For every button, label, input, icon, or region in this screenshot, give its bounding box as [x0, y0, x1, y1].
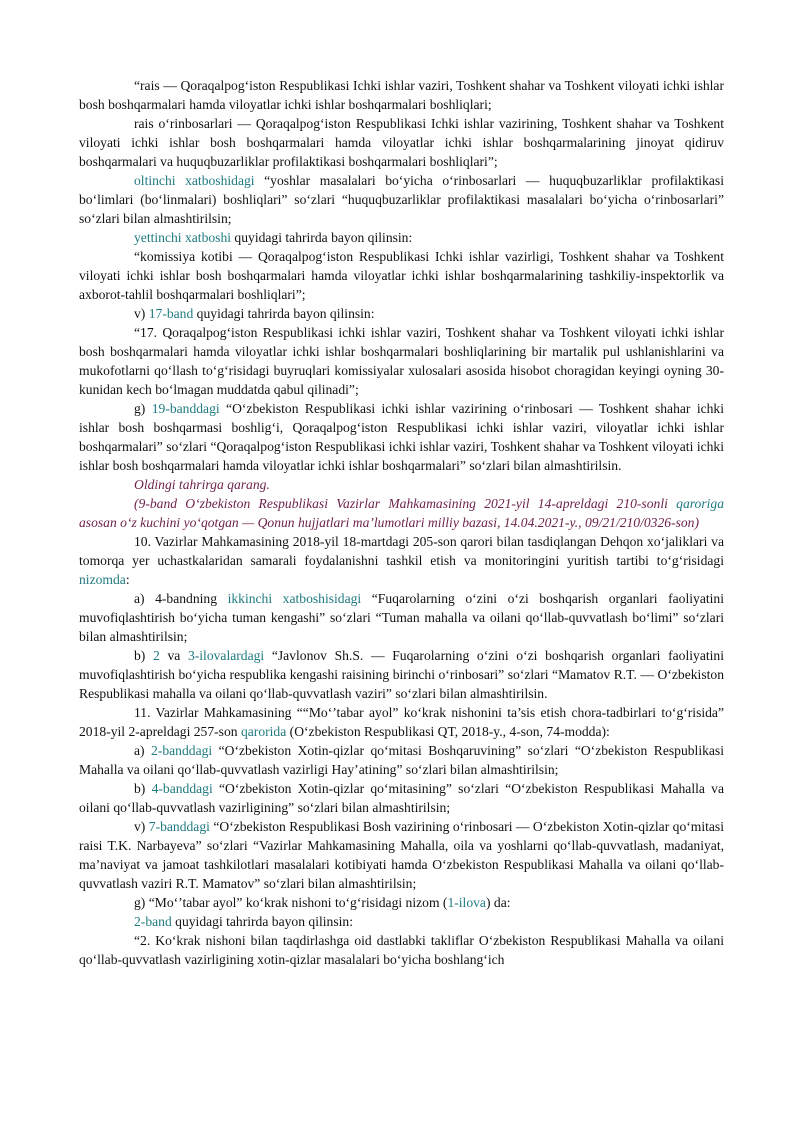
document-link[interactable]: ikkinchi xatboshisidagi	[227, 591, 362, 606]
paragraph-text: “2. Ko‘krak nishoni bilan taqdirlashga oid dastlabki takliflar O‘zbekiston Respublikasi Mahalla va oilani qo‘llab-quvvatlash vazirligining xotin-qizlar masalalari bo‘yicha boshlang‘ich	[79, 933, 724, 967]
paragraph	[79, 779, 724, 817]
paragraph-text: “yoshlar masalalari bo‘yicha o‘rinbosarlari — huquqbuzarliklar profilaktikasi bo‘limlari (bo‘linmalari) boshliqlari” so‘zlari “huquqbuzarliklar profilaktikasi masalalari bo‘yicha o‘rinbosarlari” so‘zlari bilan almashtirilsin;	[79, 173, 724, 226]
document-link[interactable]: 7-banddagi	[148, 819, 210, 834]
paragraph-text: g)	[134, 401, 152, 416]
paragraph	[79, 741, 724, 779]
paragraph-text: v)	[134, 306, 149, 321]
paragraph-text: ) da:	[485, 895, 511, 910]
paragraph-text: a)	[134, 743, 152, 758]
paragraph-text: 11. Vazirlar Mahkamasining ““Mo‘’tabar ayol” ko‘krak nishonini ta’sis etish chora-tadbirlari to‘g‘risida” 2018-yil 2-apreldagi 257-son	[79, 705, 724, 739]
paragraph-text: “rais — Qoraqalpog‘iston Respublikasi Ichki ishlar vaziri, Toshkent shahar va Toshkent viloyati ichki ishlar bosh boshqarmalari hamda viloyatlar ichki ishlar boshqarmalari boshliqlari;	[79, 78, 724, 112]
paragraph	[79, 171, 724, 228]
paragraph	[79, 532, 724, 589]
paragraph-text: g) “Mo‘’tabar ayol” ko‘krak nishoni to‘g‘risidagi nizom (	[134, 895, 448, 910]
paragraph	[79, 646, 724, 703]
paragraph-text: :	[125, 572, 130, 587]
paragraph	[79, 114, 724, 171]
document-link[interactable]: 1-ilova	[447, 895, 486, 910]
document-link[interactable]: 19-banddagi	[151, 401, 220, 416]
paragraph	[79, 304, 724, 323]
document-body	[79, 76, 724, 969]
paragraph-text: 10. Vazirlar Mahkamasining 2018-yil 18-martdagi 205-son qarori bilan tasdiqlangan Dehqon xo‘jaliklari va tomorqa yer uchastkalaridan samarali foydalanishni tashkil etish va monitoringini yuritish tartibi to‘g‘risidagi	[79, 534, 724, 568]
document-link[interactable]: nizomda	[79, 572, 126, 587]
paragraph	[79, 893, 724, 912]
paragraph-text: Oldingi tahrirga qarang.	[134, 477, 270, 492]
paragraph	[79, 247, 724, 304]
paragraph	[79, 323, 724, 399]
paragraph-text: “Fuqarolarning o‘zini o‘zi boshqarish organlari faoliyatini muvofiqlashtirish bo‘yicha tuman kengashi” so‘zlari “Tuman mahalla va oilani qo‘llab-quvvatlash bo‘limi” so‘zlari bilan almashtirilsin;	[79, 591, 724, 644]
paragraph-text: “17. Qoraqalpog‘iston Respublikasi ichki ishlar vaziri, Toshkent shahar va Toshkent viloyati ichki ishlar bosh boshqarmalari hamda viloyatlar ichki ishlar boshqarmalari boshliqlarining bir martalik pul ushlanishlarini va mukofotlarni qo‘llash to‘g‘risidagi buyruqlari komissiyalar xulosalari asosida hisobot choragidan keyingi oyning 30-kunidan kech bo‘lmagan muddatda qabul qilinadi”;	[79, 325, 724, 397]
paragraph	[79, 703, 724, 741]
paragraph-text: “O‘zbekiston Respublikasi Bosh vazirining o‘rinbosari — O‘zbekiston Xotin-qizlar qo‘mitasi raisi T.K. Narbayeva” so‘zlari “Vazirlar Mahkamasining Mahalla, oila va yoshlarni qo‘llab-quvvatlash, madaniyat, ma’naviyat va jamoat tashkilotlari masalalari kotibiyati hamda O‘zbekiston Respublikasi Mahalla va oilani qo‘llab-quvvatlash vaziri R.T. Mamatov” so‘zlari bilan almashtirilsin;	[79, 819, 724, 891]
repeal-reference	[79, 494, 724, 532]
document-link[interactable]: 4-banddagi	[151, 781, 213, 796]
paragraph-text: a) 4-bandning	[134, 591, 228, 606]
document-link[interactable]: 2-banddagi	[151, 743, 213, 758]
document-link[interactable]: qaroriga	[676, 496, 724, 511]
paragraph-text: “O‘zbekiston Xotin-qizlar qo‘mitasining” so‘zlari “O‘zbekiston Respublikasi Mahalla va oilani qo‘llab-quvvatlash vazirligining” so‘zlari bilan almashtirilsin;	[79, 781, 724, 815]
paragraph	[79, 228, 724, 247]
document-link[interactable]: 2	[152, 648, 160, 663]
paragraph	[79, 931, 724, 969]
paragraph-text: v)	[134, 819, 149, 834]
paragraph-text: (9-band O‘zbekiston Respublikasi Vazirlar Mahkamasining 2021-yil 14-apreldagi 210-sonli	[134, 496, 677, 511]
paragraph	[79, 817, 724, 893]
document-link[interactable]: qarorida	[240, 724, 287, 739]
paragraph-text: rais o‘rinbosarlari — Qoraqalpog‘iston Respublikasi Ichki ishlar vazirining, Toshkent shahar va Toshkent viloyati ichki ishlar bosh boshqarmalari hamda viloyatlar ichki ishlar boshqarmalarining jinoyat qidiruv boshqarmalari va huquqbuzarliklar profilaktikasi boshqarmalari boshliqlari”;	[79, 116, 724, 169]
paragraph-text: va	[159, 648, 188, 663]
document-link[interactable]: yettinchi xatboshi	[134, 230, 232, 245]
paragraph-text: quyidagi tahrirda bayon qilinsin:	[231, 230, 413, 245]
paragraph-text: “O‘zbekiston Xotin-qizlar qo‘mitasi Boshqaruvining” so‘zlari “O‘zbekiston Respublikasi Mahalla va oilani qo‘llab-quvvatlash vazirligi Hay’atining” so‘zlari bilan almashtirilsin;	[79, 743, 724, 777]
paragraph	[79, 76, 724, 114]
paragraph-text: b)	[134, 781, 152, 796]
paragraph	[79, 912, 724, 931]
previous-edition-note	[79, 475, 724, 494]
paragraph-text: quyidagi tahrirda bayon qilinsin:	[171, 914, 353, 929]
document-link[interactable]: 3-ilovalardagi	[187, 648, 265, 663]
paragraph-text: “Javlonov Sh.S. — Fuqarolarning o‘zini o‘zi boshqarish organlari faoliyatini muvofiqlashtirish bo‘yicha respublika kengashi raisining birinchi o‘rinbosari” so‘zlari “Mamatov R.T. — O‘zbekiston Respublikasi mahalla va oilani qo‘llab-quvvatlash vaziri” so‘zlari bilan almashtirilsin.	[79, 648, 724, 701]
document-link[interactable]: 17-band	[148, 306, 194, 321]
document-link[interactable]: oltinchi xatboshidagi	[134, 173, 255, 188]
paragraph	[79, 399, 724, 475]
document-link[interactable]: 2-band	[134, 914, 172, 929]
paragraph-text: b)	[134, 648, 153, 663]
paragraph-text: (O‘zbekiston Respublikasi QT, 2018-y., 4-son, 74-modda):	[286, 724, 610, 739]
paragraph-text: “komissiya kotibi — Qoraqalpog‘iston Respublikasi Ichki ishlar vazirligi, Toshkent shahar va Toshkent viloyati ichki ishlar bosh boshqarmalari hamda viloyatlar ichki ishlar boshqarmalarining tashkiliy-inspektorlik va axborot-tahlil boshqarmalari boshliqlari”;	[79, 249, 724, 302]
paragraph	[79, 589, 724, 646]
paragraph-text: asosan o‘z kuchini yo‘qotgan — Qonun hujjatlari ma’lumotlari milliy bazasi, 14.04.2021-y., 09/21/210/0326-son)	[79, 515, 700, 530]
paragraph-text: quyidagi tahrirda bayon qilinsin:	[193, 306, 375, 321]
paragraph-text: “O‘zbekiston Respublikasi ichki ishlar vazirining o‘rinbosari — Toshkent shahar ichki ishlar bosh boshqarmasi boshlig‘i, Qoraqalpog‘iston Respublikasi ichki ishlar vaziri, viloyatlar ichki ishlar boshqarmalari” so‘zlari “Qoraqalpog‘iston Respublikasi ichki ishlar vaziri, Toshkent shahar va Toshkent viloyati ichki ishlar bosh boshqarmalari hamda viloyatlar ichki ishlar boshqarmalari” so‘zlari bilan almashtirilsin.	[79, 401, 724, 473]
